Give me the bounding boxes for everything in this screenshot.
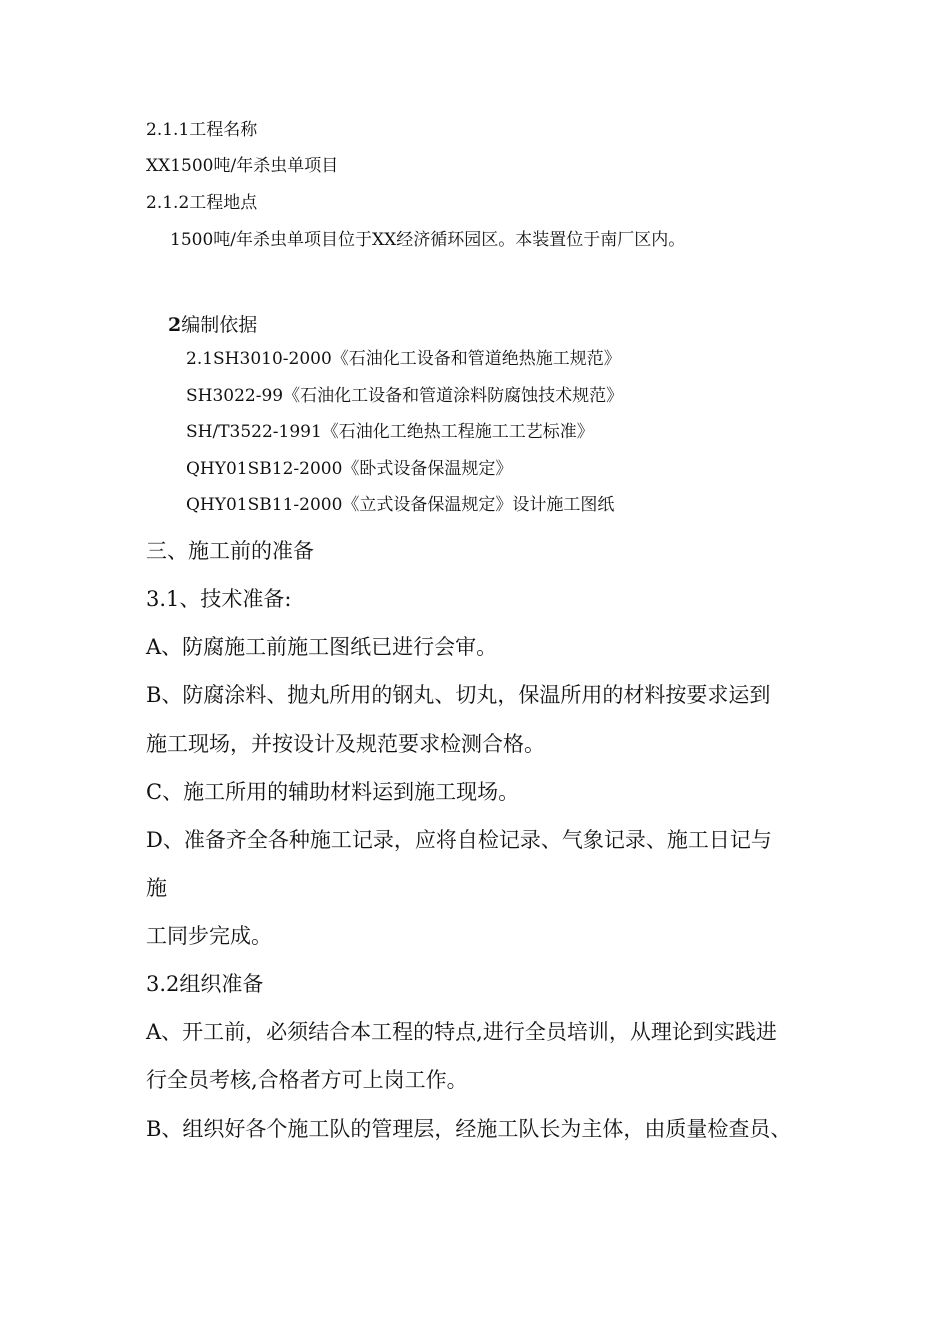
section-2-number: 2 (168, 314, 182, 336)
paragraph-line: 工同步完成。 (146, 924, 272, 948)
section-2-1-2-heading: 2.1.2工程地点 (146, 193, 258, 213)
paragraph-line: 行全员考核,合格者方可上岗工作。 (146, 1068, 468, 1092)
section-3-1-heading: 3.1、技术准备: (146, 587, 292, 611)
section-2-heading (168, 316, 257, 335)
reference-item: SH3022-99《石油化工设备和管道涂料防腐蚀技术规范》 (186, 386, 624, 406)
paragraph-line: B、防腐涂料、抛丸所用的钢丸、切丸，保温所用的材料按要求运到 (146, 683, 771, 707)
reference-item: 2.1SH3010-2000《石油化工设备和管道绝热施工规范》 (186, 349, 621, 369)
section-2-1-1-heading: 2.1.1工程名称 (146, 120, 258, 140)
reference-item: QHY01SB11-2000《立式设备保温规定》设计施工图纸 (186, 495, 615, 515)
paragraph-line: D、准备齐全各种施工记录，应将自检记录、气象记录、施工日记与 (146, 828, 772, 852)
paragraph-line: A、开工前，必须结合本工程的特点,进行全员培训，从理论到实践进 (146, 1020, 777, 1044)
project-location-text: 1500吨/年杀虫单项目位于XX经济循环园区。本装置位于南厂区内。 (170, 230, 686, 250)
section-3-title: 三、施工前的准备 (146, 539, 314, 563)
paragraph-line: B、组织好各个施工队的管理层，经施工队长为主体，由质量检查员、 (146, 1117, 792, 1141)
reference-item: QHY01SB12-2000《卧式设备保温规定》 (186, 459, 513, 479)
paragraph-line: C、施工所用的辅助材料运到施工现场。 (146, 780, 520, 804)
project-name-text: XX1500吨/年杀虫单项目 (146, 156, 339, 176)
section-2-title: 编制依据 (181, 314, 258, 336)
reference-item: SH/T3522-1991《石油化工绝热工程施工工艺标准》 (186, 422, 594, 442)
paragraph-line: A、防腐施工前施工图纸已进行会审。 (146, 635, 498, 659)
paragraph-line: 施 (146, 876, 167, 900)
paragraph-line: 施工现场，并按设计及规范要求检测合格。 (146, 732, 545, 756)
section-3-2-heading: 3.2组织准备 (146, 972, 264, 996)
